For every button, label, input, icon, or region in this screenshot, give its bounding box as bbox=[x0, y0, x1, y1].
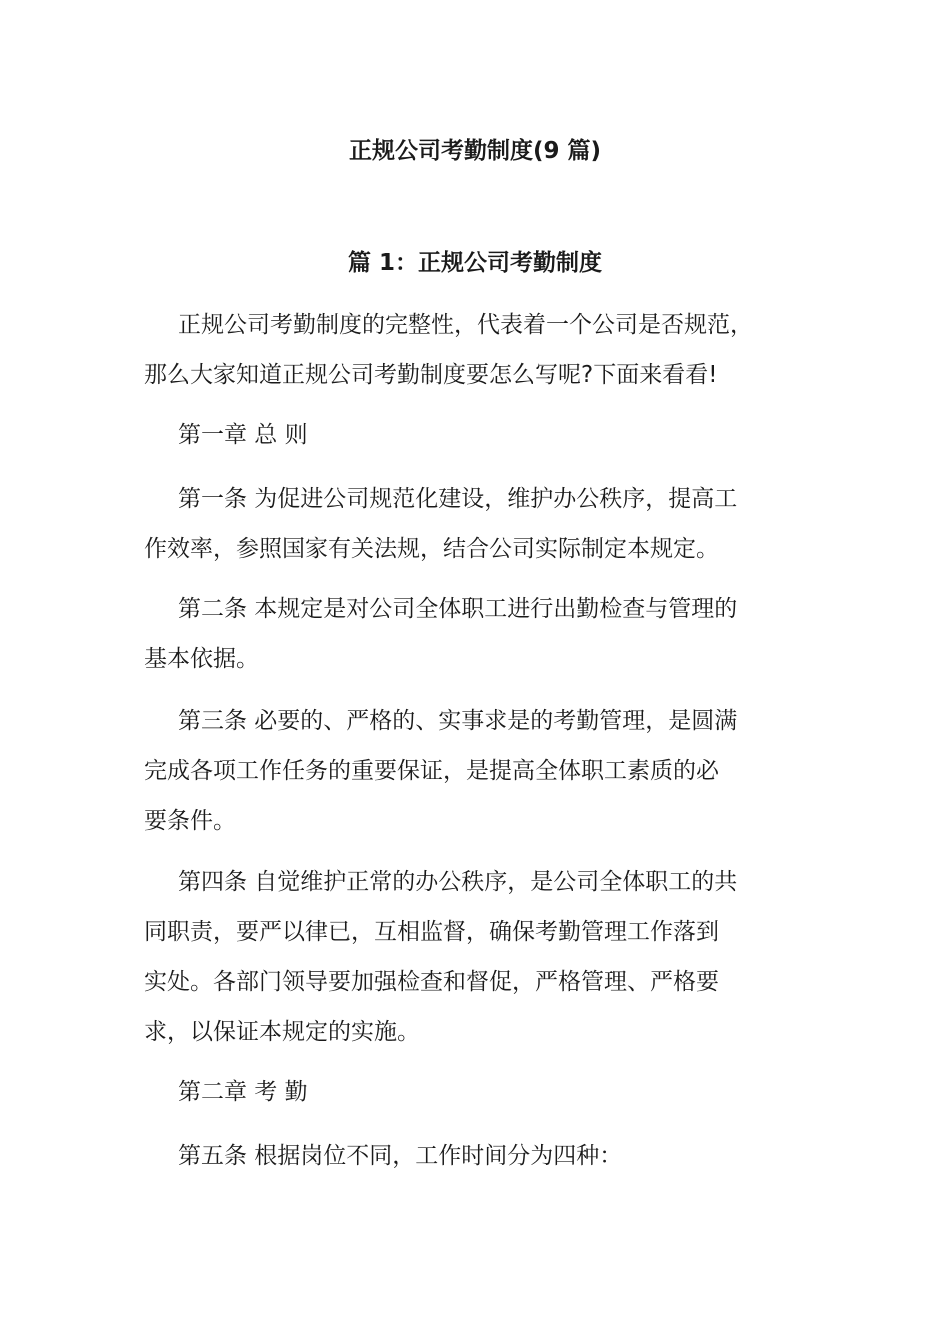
paragraph-line: 基本依据。 bbox=[144, 646, 259, 672]
chapter-heading bbox=[144, 1067, 834, 1117]
paragraph-line: 求，以保证本规定的实施。 bbox=[144, 1019, 420, 1045]
paragraph-line: 第三条 必要的、严格的、实事求是的考勤管理，是圆满 bbox=[178, 708, 738, 734]
paragraph-line: 第二条 本规定是对公司全体职工进行出勤检查与管理的 bbox=[178, 596, 738, 622]
article-paragraph bbox=[144, 474, 834, 574]
intro-paragraph bbox=[144, 300, 834, 400]
paragraph-line: 第五条 根据岗位不同，工作时间分为四种： bbox=[178, 1143, 623, 1169]
paragraph-line: 同职责，要严以律已，互相监督，确保考勤管理工作落到 bbox=[144, 919, 719, 945]
article-paragraph bbox=[144, 584, 834, 684]
paragraph-line: 那么大家知道正规公司考勤制度要怎么写呢?下面来看看! bbox=[144, 362, 718, 388]
paragraph-line: 第一章 总 则 bbox=[178, 422, 308, 448]
article-paragraph bbox=[144, 857, 834, 1057]
article-paragraph bbox=[144, 1131, 834, 1181]
paragraph-line: 第一条 为促进公司规范化建设，维护办公秩序，提高工 bbox=[178, 486, 738, 512]
chapter-heading bbox=[144, 410, 834, 460]
paragraph-line: 第四条 自觉维护正常的办公秩序，是公司全体职工的共 bbox=[178, 869, 738, 895]
paragraph-line: 正规公司考勤制度的完整性，代表着一个公司是否规范， bbox=[178, 312, 753, 338]
paragraph-line: 作效率，参照国家有关法规，结合公司实际制定本规定。 bbox=[144, 536, 719, 562]
article-paragraph bbox=[144, 696, 834, 846]
paragraph-line: 完成各项工作任务的重要保证，是提高全体职工素质的必 bbox=[144, 758, 719, 784]
paragraph-line: 实处。各部门领导要加强检查和督促，严格管理、严格要 bbox=[144, 969, 719, 995]
section-title: 篇 1：正规公司考勤制度 bbox=[347, 250, 602, 276]
document-title: 正规公司考勤制度(9 篇) bbox=[348, 138, 602, 164]
paragraph-line: 第二章 考 勤 bbox=[178, 1079, 308, 1105]
paragraph-line: 要条件。 bbox=[144, 808, 236, 834]
